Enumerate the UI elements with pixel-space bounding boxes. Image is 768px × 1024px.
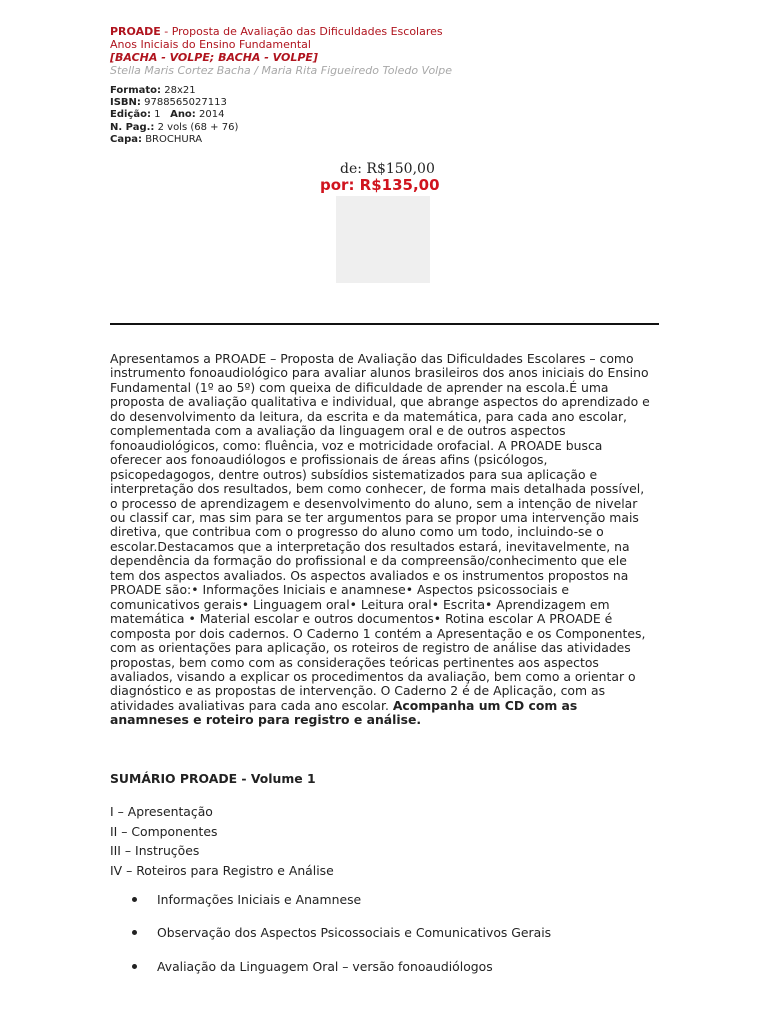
price-original: de: R$150,00 bbox=[340, 161, 435, 177]
divider bbox=[110, 323, 659, 325]
summary-sections bbox=[110, 802, 334, 881]
summary-section: III – Instruções bbox=[110, 843, 200, 859]
price-discounted: por: R$135,00 bbox=[320, 176, 440, 194]
summary-items bbox=[130, 890, 551, 990]
book-cover-image[interactable] bbox=[336, 196, 430, 283]
book-header bbox=[110, 25, 670, 77]
meta-edicao: Edição: 1 Ano: 2014 bbox=[110, 109, 225, 121]
meta-capa: Capa: BROCHURA bbox=[110, 133, 203, 145]
book-subtitle: Anos Iniciais do Ensino Fundamental bbox=[110, 38, 311, 51]
book-description bbox=[110, 352, 655, 728]
meta-isbn: ISBN: 9788565027113 bbox=[110, 97, 227, 109]
summary-section: IV – Roteiros para Registro e Análise bbox=[110, 863, 334, 879]
summary-item: Avaliação da Linguagem Oral – versão fonoaudiólogos bbox=[130, 957, 551, 990]
summary-section: II – Componentes bbox=[110, 823, 218, 839]
summary-title: SUMÁRIO PROADE - Volume 1 bbox=[110, 771, 316, 786]
summary-item: Observação dos Aspectos Psicossociais e Comunicativos Gerais bbox=[130, 923, 551, 956]
book-authors-code[interactable]: [BACHA - VOLPE; BACHA - VOLPE] bbox=[110, 51, 318, 64]
book-authors: Stella Maris Cortez Bacha / Maria Rita Figueiredo Toledo Volpe bbox=[110, 64, 452, 77]
meta-formato: Formato: 28x21 bbox=[110, 85, 196, 96]
summary-item: Informações Iniciais e Anamnese bbox=[130, 890, 551, 923]
book-title[interactable] bbox=[110, 25, 670, 38]
book-title-brand: PROADE bbox=[110, 25, 161, 38]
summary-section: I – Apresentação bbox=[110, 804, 213, 819]
description-body: Apresentamos a PROADE – Proposta de Avaliação das Dificuldades Escolares – como instrumento fonoaudiológico para avaliar alunos brasileiros dos anos iniciais do Ensino Fundamental (1º ao 5º) com queixa de dificuldade de aprender na escola.É uma proposta de avaliação qualitativa e individual, que abrange aspectos do aprendizado e do desenvolvimento da leitura, da escrita e da matemática, para cada ano escolar, complementada com a avaliação da linguagem oral e de outros aspectos fonoaudiológicos, como: fluência, voz e motricidade orofacial. A PROADE busca oferecer aos fonoaudiólogos e profissionais de áreas afins (psicólogos, psicopedagogos, dentre outros) subsídios sistematizados para sua aplicação e interpretação dos resultados, bem como conhecer, de forma mais detalhada possível, o processo de aprendizagem e desenvolvimento do aluno, sem a intenção de nivelar ou classif car, mas sim para se ter argumentos para se propor uma intervenção mais diretiva, que contribua com o progresso do aluno como um todo, incluindo-se o escolar.Destacamos que a interpretação dos resultados estará, inevitavelmente, na dependência da formação do profissional e da compreensão/conhecimento que ele tem dos aspectos avaliados. Os aspectos avaliados e os instrumentos propostos na PROADE são:• Informações Iniciais e anamnese• Aspectos psicossociais e comunicativos gerais• Linguagem oral• Leitura oral• Escrita• Aprendizagem em matemática • Material escolar e outros documentos• Rotina escolar A PROADE é composta por dois cadernos. O Caderno 1 contém a Apresentação e os Componentes, com as orientações para aplicação, os roteiros de registro de análise das atividades propostas, bem como com as considerações teóricas pertinentes aos aspectos avaliados, visando a explicar os procedimentos da avaliação, bem como a orientar o diagnóstico e as propostas de intervenção. O Caderno 2 é de Aplicação, com as atividades avaliativas para cada ano escolar. bbox=[110, 351, 650, 713]
book-title-rest: - Proposta de Avaliação das Dificuldades Escolares bbox=[160, 25, 443, 38]
book-metadata bbox=[110, 85, 238, 146]
description-highlight: Acompanha um CD com as anamneses e roteiro para registro e análise. bbox=[110, 697, 578, 728]
meta-npag: N. Pag.: 2 vols (68 + 76) bbox=[110, 121, 239, 133]
